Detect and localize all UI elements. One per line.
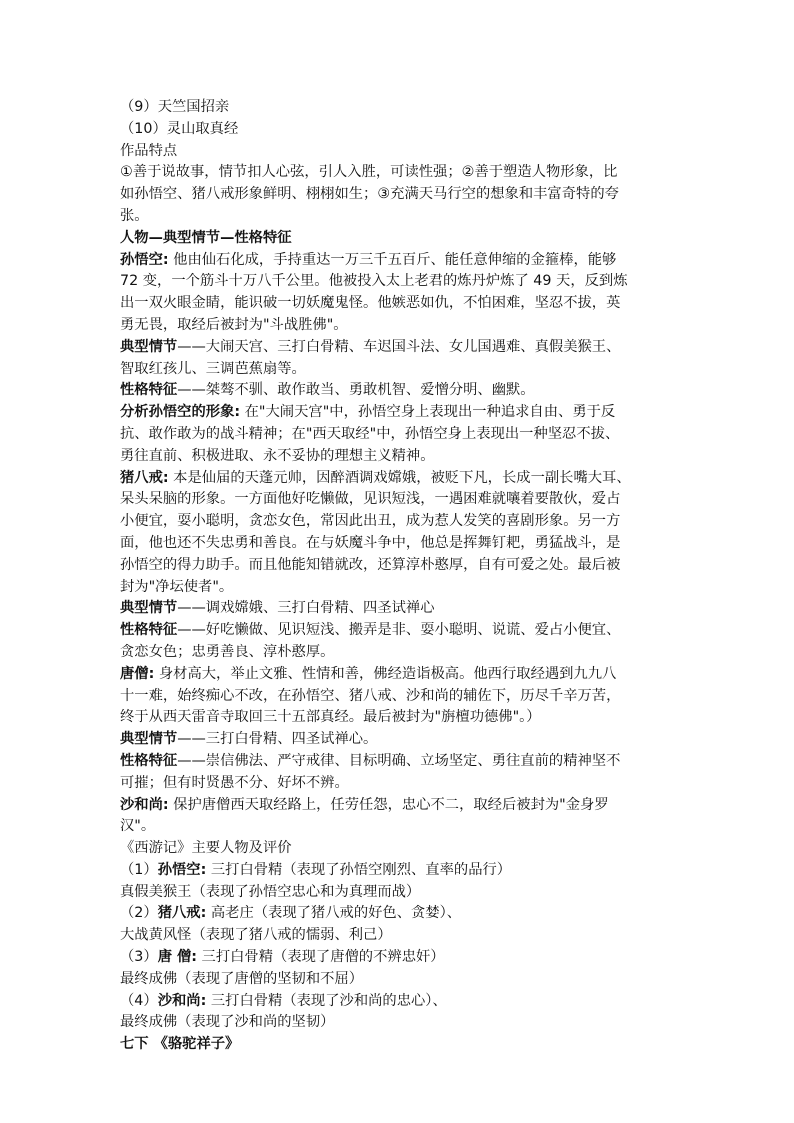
paragraph-line: 猪八戒: 本是仙届的天蓬元帅，因醉酒调戏嫦娥，被贬下凡，长成一副长嘴大耳、: [120, 469, 631, 486]
paragraph-line: 贪恋女色；忠勇善良、淳朴憨厚。: [120, 643, 335, 660]
term-label: 唐僧:: [120, 665, 155, 682]
paragraph-line: 小便宜，耍小聪明，贪恋女色，常因此出丑，成为惹人发笑的喜剧形象。另一方: [120, 513, 621, 530]
list-item: 最终成佛（表现了沙和尚的坚韧）: [120, 1014, 335, 1031]
list-item: （3）唐 僧: 三打白骨精（表现了唐僧的不辨忠奸）: [120, 949, 445, 966]
text-line: （9）天竺国招亲: [120, 99, 230, 115]
paragraph-line: 分析孙悟空的形象: 在"大闹天宫"中，孙悟空身上表现出一种追求自由、勇于反: [120, 404, 616, 421]
section-heading: 《西游记》主要人物及评价: [120, 840, 292, 857]
term-label: 沙和尚:: [120, 796, 169, 813]
list-item: 大战黄风怪（表现了猪八戒的懦弱、利己）: [120, 927, 392, 944]
paragraph-line: 面，他也还不失忠勇和善良。在与妖魔斗争中，他总是挥舞钉耙，勇猛战斗，是: [120, 534, 621, 551]
paragraph-line: 性格特征——桀骜不驯、敢作敢当、勇敢机智、爱憎分明、幽默。: [120, 382, 535, 399]
paragraph-line: 勇往直前、积极进取、永不妥协的理想主义精神。: [120, 447, 435, 464]
section-heading: 人物—典型情节—性格特征: [120, 229, 292, 246]
paragraph-line: 终于从西天雷音寺取回三十五部真经。最后被封为"旃檀功德佛"。）: [120, 709, 541, 726]
text-line: 如孙悟空、猪八戒形象鲜明、栩栩如生；③充满天马行空的想象和丰富奇特的夸: [120, 186, 619, 203]
term-label: 性格特征: [120, 622, 178, 639]
paragraph-line: 勇无畏，取经后被封为"斗战胜佛"。: [120, 316, 348, 333]
section-heading: 七下 《骆驼祥子》: [120, 1036, 240, 1053]
paragraph-line: 性格特征——好吃懒做、见识短浅、搬弄是非、耍小聪明、说谎、爱占小便宜、: [120, 622, 621, 639]
paragraph-line: 孙悟空的得力助手。而且他能知错就改，还算淳朴憨厚，自有可爱之处。最后被: [120, 556, 621, 573]
list-item: 最终成佛（表现了唐僧的坚韧和不屈）: [120, 970, 364, 987]
term-label: 孙悟空:: [120, 251, 169, 268]
paragraph-line: 抗、敢作敢为的战斗精神；在"西天取经"中，孙悟空身上表现出一种坚忍不拔、: [120, 425, 620, 442]
term-label: 性格特征: [120, 752, 178, 769]
text-line: 张。: [120, 207, 149, 224]
term-label: 猪八戒:: [120, 469, 169, 486]
paragraph-line: 典型情节——大闹天宫、三打白骨精、车迟国斗法、女儿国遇难、真假美猴王、: [120, 338, 621, 355]
paragraph-line: 出一双火眼金睛，能识破一切妖魔鬼怪。他嫉恶如仇，不怕困难，坚忍不拔，英: [120, 295, 621, 312]
document-body: [120, 97, 680, 1056]
text-line: ①善于说故事，情节扣人心弦，引人入胜，可读性强；②善于塑造人物形象，比: [120, 164, 618, 181]
paragraph-line: 性格特征——崇信佛法、严守戒律、目标明确、立场坚定、勇往直前的精神坚不: [120, 752, 621, 769]
paragraph-line: 呆头呆脑的形象。一方面他好吃懒做，见识短浅，一遇困难就嚷着要散伙，爱占: [120, 491, 621, 508]
term-label: 典型情节: [120, 600, 178, 617]
section-heading: 作品特点: [120, 142, 178, 159]
paragraph-line: 汉"。: [120, 818, 156, 835]
paragraph-line: 唐僧: 身材高大，举止文雅、性情和善，佛经造诣极高。他西行取经遇到九九八: [120, 665, 617, 682]
list-item: （4）沙和尚: 三打白骨精（表现了沙和尚的忠心）、: [120, 992, 447, 1009]
term-label: 典型情节: [120, 731, 178, 748]
list-item: （2）猪八戒: 高老庄（表现了猪八戒的好色、贪婪）、: [120, 905, 462, 922]
list-item: （1）孙悟空: 三打白骨精（表现了孙悟空刚烈、直率的品行）: [120, 861, 512, 878]
term-label: 典型情节: [120, 338, 178, 355]
paragraph-line: 智取红孩儿、三调芭蕉扇等。: [120, 360, 306, 377]
paragraph-line: 沙和尚: 保护唐僧西天取经路上，任劳任怨，忠心不二，取经后被封为"金身罗: [120, 796, 609, 813]
text-line: （10）灵山取真经: [120, 120, 239, 137]
paragraph-line: 十一难，始终痴心不改，在孙悟空、猪八戒、沙和尚的辅佐下，历尽千辛万苦，: [120, 687, 621, 704]
paragraph-line: 封为"净坛使者"。: [120, 578, 234, 595]
paragraph-line: 典型情节——调戏嫦娥、三打白骨精、四圣试禅心: [120, 600, 435, 617]
paragraph-line: 可摧；但有时贤愚不分、好坏不辨。: [120, 774, 349, 791]
term-label: 分析孙悟空的形象:: [120, 404, 241, 421]
paragraph-line: 典型情节——三打白骨精、四圣试禅心。: [120, 731, 378, 748]
paragraph-line: 72 变，一个筋斗十万八千公里。他被投入太上老君的炼丹炉炼了 49 天，反到炼: [120, 273, 628, 290]
term-label: 性格特征: [120, 382, 178, 399]
paragraph-line: 孙悟空: 他由仙石化成，手持重达一万三千五百斤、能任意伸缩的金箍棒，能够: [120, 251, 617, 268]
list-item: 真假美猴王（表现了孙悟空忠心和为真理而战）: [120, 883, 421, 900]
